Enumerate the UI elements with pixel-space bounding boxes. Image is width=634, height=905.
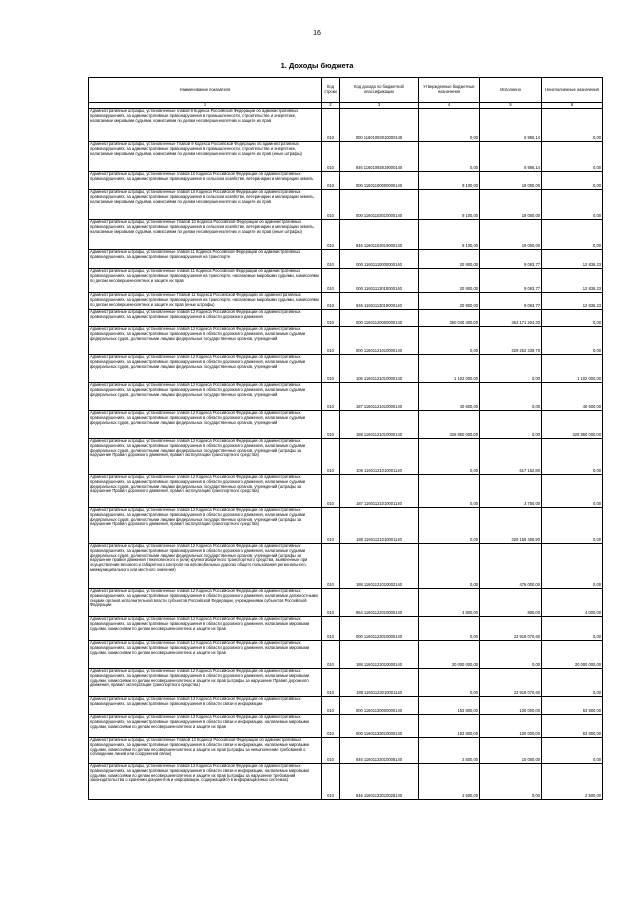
column-number: 1 [89, 103, 322, 109]
table-row [89, 589, 603, 617]
table-row [89, 697, 603, 715]
row-executed-amount: 800,00 [480, 589, 542, 617]
row-line-code: 010 [322, 697, 340, 715]
row-line-code: 010 [322, 310, 340, 327]
row-executed-amount: 0,00 [480, 383, 542, 411]
table-row [89, 293, 603, 310]
table-row [89, 142, 603, 172]
column-number: 3 [340, 103, 419, 109]
table-row [89, 641, 603, 669]
row-executed-amount: 19 000,00 [480, 220, 542, 250]
row-indicator-name: Административные штрафы, установленные Главой 10 Кодекса Российской Федерации об административных правонарушениях, за административные правонарушения в сельском хозяйстве, ветеринарии и мелиорации земель, налагаемые мировыми судьями, комиссиями по делам несовершеннолетних и защите их прав (иные штрафы) [89, 220, 322, 250]
row-executed-amount: 10 000,00 [480, 738, 542, 764]
row-executed-amount: 8 063,77 [480, 250, 542, 269]
column-number: 5 [480, 103, 542, 109]
row-unexecuted-amount: 53 800,00 [542, 715, 603, 738]
row-approved-amount: 20 900,00 [419, 269, 480, 293]
row-unexecuted-amount: 0,00 [542, 220, 603, 250]
row-indicator-name: Административные штрафы, установленные главой 10 Кодекса Российской Федерации об административных правонарушениях, за административные правонарушения в сельском хозяйстве, ветеринарии и мелиорации земель, налагаемые мировыми судьями, комиссиями по делам несовершеннолетних и защите их прав [89, 190, 322, 220]
table-row [89, 269, 603, 293]
row-unexecuted-amount: 0,00 [542, 109, 603, 142]
row-line-code: 010 [322, 411, 340, 439]
row-executed-amount: 100 000,00 [480, 697, 542, 715]
row-unexecuted-amount: 0,00 [542, 738, 603, 764]
row-revenue-code: 846 11601093019000140 [340, 142, 419, 172]
row-indicator-name: Административные штрафы, установленные главой 12 Кодекса Российской Федерации об административных правонарушениях, за административные правонарушения в области дорожного движения, налагаемые судьями федеральных судов, должностными лицами федеральных государственных органов, учреждений [89, 411, 322, 439]
row-executed-amount: 8 063,77 [480, 269, 542, 293]
row-revenue-code: 188 11601121010002140 [340, 544, 419, 589]
row-unexecuted-amount: 12 836,23 [542, 250, 603, 269]
header-revenue-code: Код дохода по бюджетной классификации [340, 78, 419, 103]
table-row [89, 383, 603, 411]
table-row [89, 715, 603, 738]
header-executed: Исполнено [480, 78, 542, 103]
row-unexecuted-amount: 4 000,00 [542, 589, 603, 617]
table-row [89, 109, 603, 142]
row-indicator-name: Административные штрафы, установленные главой 12 Кодекса Российской Федерации об административных правонарушениях, за административные правонарушения в области дорожного движения, налагаемые судьями федеральных судов, должностными лицами федеральных государственных органов, учреждений [89, 383, 322, 411]
budget-revenue-table [88, 77, 603, 800]
row-approved-amount: 9 100,00 [419, 220, 480, 250]
row-revenue-code: 000 11601110000000140 [340, 250, 419, 269]
row-line-code: 010 [322, 293, 340, 310]
table-row [89, 617, 603, 641]
row-indicator-name: Административные штрафы, установленные главой 12 Кодекса Российской Федерации об административных правонарушениях, за административные правонарушения в области дорожного движения, налагаемые мировыми судьями, комиссиями по делам несовершеннолетних и защите их прав [89, 641, 322, 669]
row-approved-amount: 20 000 000,00 [419, 641, 480, 669]
row-indicator-name: Административные штрафы, установленные главой 13 Кодекса Российской Федерации об административных правонарушениях, за административные правонарушения в области связи и информации, налагаемые мировыми судьями, комиссиями по делам несовершеннолетних и защите их прав (штрафы за нарушение требований законодательства о хранении документов и информации, содержащейся в информационных системах) [89, 764, 322, 800]
row-executed-amount: 23 918 070,60 [480, 617, 542, 641]
header-indicator-name: Наименование показателя [89, 78, 322, 103]
row-revenue-code: 000 11601123010000140 [340, 617, 419, 641]
row-indicator-name: Административные штрафы, установленные главой 12 Кодекса Российской Федерации об административных правонарушениях, за административные правонарушения в области дорожного движения, налагаемые судьями федеральных судов, должностными лицами федеральных государственных органов, учреждений (штрафы за нарушение Правил дорожного движения, правил эксплуатации транспортного средства) [89, 439, 322, 475]
row-approved-amount: 9 100,00 [419, 190, 480, 220]
table-row [89, 327, 603, 355]
row-indicator-name: Административные штрафы, установленные главой 11 Кодекса Российской Федерации об административных правонарушениях, за административные правонарушения на транспорте, налагаемые мировыми судьями, комиссиями по делам несовершеннолетних и защите их прав [89, 269, 322, 293]
row-unexecuted-amount: 2 500,00 [542, 764, 603, 800]
row-revenue-code: 188 11601123010000140 [340, 641, 419, 669]
row-revenue-code: 000 11601121010000140 [340, 327, 419, 355]
row-line-code: 010 [322, 269, 340, 293]
row-approved-amount: 0,00 [419, 439, 480, 475]
row-unexecuted-amount: 0,00 [542, 669, 603, 697]
row-indicator-name: Административные штрафы, установленные главой 12 Кодекса Российской Федерации об административных правонарушениях, за административные правонарушения в области дорожного движения, налагаемые судьями федеральных судов, должностными лицами федеральных государственных органов, учреждений [89, 327, 322, 355]
row-revenue-code: 106 11601121010000140 [340, 355, 419, 383]
row-approved-amount: 328 850 000,00 [419, 411, 480, 439]
table-row [89, 220, 603, 250]
row-line-code: 010 [322, 220, 340, 250]
row-executed-amount: 23 918 070,60 [480, 669, 542, 697]
row-revenue-code: 000 11601093010000140 [340, 109, 419, 142]
row-executed-amount: 3 750,00 [480, 475, 542, 508]
column-number: 6 [542, 103, 603, 109]
row-executed-amount: 6 956,14 [480, 109, 542, 142]
row-line-code: 010 [322, 250, 340, 269]
row-approved-amount: 20 900,00 [419, 250, 480, 269]
row-revenue-code: 846 11601133010008140 [340, 738, 419, 764]
row-line-code: 010 [322, 764, 340, 800]
row-executed-amount: 617 182,80 [480, 439, 542, 475]
row-unexecuted-amount: 20 000 000,00 [542, 641, 603, 669]
row-revenue-code: 000 11601120000000140 [340, 310, 419, 327]
table-row [89, 475, 603, 508]
row-line-code: 010 [322, 383, 340, 411]
row-approved-amount: 9 100,00 [419, 172, 480, 190]
row-unexecuted-amount: 12 836,23 [542, 293, 603, 310]
table-row [89, 439, 603, 475]
row-indicator-name: Административные штрафы, установленные главой 12 Кодекса Российской Федерации об административных правонарушениях, за административные правонарушения в области дорожного движения, налагаемые мировыми судьями, комиссиями по делам несовершеннолетних и защите их прав [89, 617, 322, 641]
row-executed-amount: 19 000,00 [480, 172, 542, 190]
row-revenue-code: 000 11601130000000140 [340, 697, 419, 715]
row-indicator-name: Административные штрафы, установленные Главой 11 Кодекса Российской Федерации об административных правонарушениях, за административные правонарушения на транспорте, налагаемые мировыми судьями, комиссиями по делам несовершеннолетних и защите их прав (иные штрафы) [89, 293, 322, 310]
row-revenue-code: 188 11601123010001140 [340, 669, 419, 697]
header-unexecuted: Неисполненные назначения [542, 78, 603, 103]
row-unexecuted-amount: 12 836,23 [542, 269, 603, 293]
table-row [89, 508, 603, 544]
row-approved-amount: 40 600,00 [419, 383, 480, 411]
row-unexecuted-amount: 0,00 [542, 172, 603, 190]
row-unexecuted-amount: 0,00 [542, 327, 603, 355]
row-unexecuted-amount: 0,00 [542, 190, 603, 220]
row-unexecuted-amount: 328 850 000,00 [542, 411, 603, 439]
row-approved-amount: 2 500,00 [419, 738, 480, 764]
row-line-code: 010 [322, 327, 340, 355]
row-executed-amount: 0,00 [480, 355, 542, 383]
row-line-code: 010 [322, 641, 340, 669]
table-row [89, 355, 603, 383]
row-executed-amount: 0,00 [480, 764, 542, 800]
row-unexecuted-amount: 0,00 [542, 508, 603, 544]
row-line-code: 010 [322, 190, 340, 220]
page-number: 16 [313, 30, 321, 37]
row-line-code: 010 [322, 109, 340, 142]
row-indicator-name: Административные штрафы, установленные главой 10 Кодекса Российской Федерации об административных правонарушениях, за административные правонарушения в сельском хозяйстве, ветеринарии и мелиорации земель [89, 172, 322, 190]
row-indicator-name: Административные штрафы, установленные главой 12 Кодекса Российской Федерации об административных правонарушениях, за административные правонарушения в области дорожного движения, налагаемые судьями федеральных судов, должностными лицами федеральных государственных органов, учреждений (штрафы за нарушение правил движения тяжеловесного и (или) крупногабаритного транспортного средства, выявленные при осуществлении весового и габаритного контроля на автомобильных дорогах общего пользования регионального, межмуниципального или местного значения) [89, 544, 322, 589]
row-indicator-name: Административные штрафы, установленные главой 12 Кодекса Российской Федерации об административных правонарушениях, за административные правонарушения в области дорожного движения [89, 310, 322, 327]
row-executed-amount: 0,00 [480, 411, 542, 439]
row-indicator-name: Административные штрафы, установленные главой 13 Кодекса Российской Федерации об административных правонарушениях, за административные правонарушения в области связи и информации, налагаемые мировыми судьями, комиссиями по делам несовершеннолетних и защите их прав [89, 715, 322, 738]
row-unexecuted-amount: 0,00 [542, 617, 603, 641]
row-approved-amount: 0,00 [419, 109, 480, 142]
row-executed-amount: 100 000,00 [480, 715, 542, 738]
row-revenue-code: 187 11601121010000140 [340, 383, 419, 411]
row-unexecuted-amount: 40 600,00 [542, 383, 603, 411]
row-unexecuted-amount: 1 102 000,00 [542, 355, 603, 383]
row-line-code: 010 [322, 475, 340, 508]
row-unexecuted-amount: 0,00 [542, 310, 603, 327]
row-executed-amount: 0,00 [480, 641, 542, 669]
row-approved-amount: 0,00 [419, 669, 480, 697]
table-row [89, 172, 603, 190]
column-number: 2 [322, 103, 340, 109]
row-revenue-code: 188 11601121010001140 [340, 508, 419, 544]
row-unexecuted-amount: 0,00 [542, 439, 603, 475]
row-approved-amount: 2 500,00 [419, 764, 480, 800]
row-revenue-code: 846 11601103019000140 [340, 220, 419, 250]
row-approved-amount: 1 102 000,00 [419, 355, 480, 383]
table-row [89, 544, 603, 589]
row-indicator-name: Административные штрафы, установленные главой 12 Кодекса Российской Федерации об административных правонарушениях, за административные правонарушения в области дорожного движения, налагаемые судьями федеральных судов, должностными лицами федеральных государственных органов, учреждений (штрафы за нарушение Правил дорожного движения, правил эксплуатации транспортного средства) [89, 508, 322, 544]
row-indicator-name: Административные штрафы, установленные Главой 9 Кодекса Российской Федерации об административных правонарушениях, за административные правонарушения в промышленности, строительстве и энергетике, налагаемые мировыми судьями, комиссиями по делам несовершеннолетних и защите их прав (иные штрафы) [89, 142, 322, 172]
row-approved-amount: 20 900,00 [419, 293, 480, 310]
table-row [89, 738, 603, 764]
row-revenue-code: 846 11601133010028140 [340, 764, 419, 800]
row-approved-amount: 0,00 [419, 508, 480, 544]
row-revenue-code: 864 11601122010000140 [340, 589, 419, 617]
row-executed-amount: 329 252 339,70 [480, 327, 542, 355]
row-line-code: 010 [322, 544, 340, 589]
row-line-code: 010 [322, 617, 340, 641]
row-indicator-name: Административные штрафы, установленные главой 12 Кодекса Российской Федерации об административных правонарушениях, за административные правонарушения в области дорожного движения, налагаемые судьями федеральных судов, должностными лицами федеральных государственных органов, учреждений [89, 355, 322, 383]
table-row [89, 250, 603, 269]
row-indicator-name: Административные штрафы, установленные главой 12 Кодекса Российской Федерации об административных правонарушениях, за административные правонарушения в области дорожного движения, налагаемые должностными лицами органов исполнительной власти субъектов Российской Федерации, учреждениями субъектов Российской Федерации [89, 589, 322, 617]
row-approved-amount: 0,00 [419, 544, 480, 589]
row-revenue-code: 106 11601121010001140 [340, 439, 419, 475]
row-line-code: 010 [322, 508, 340, 544]
row-executed-amount: 8 063,77 [480, 293, 542, 310]
table-row [89, 190, 603, 220]
row-executed-amount: 328 155 406,90 [480, 508, 542, 544]
row-indicator-name: Административные штрафы, установленные главой 9 Кодекса Российской Федерации об административных правонарушениях, за административные правонарушения в промышленности, строительстве и энергетике, налагаемые мировыми судьями, комиссиями по делам несовершеннолетних и защите их прав [89, 109, 322, 142]
row-revenue-code: 000 11601100000000140 [340, 172, 419, 190]
row-revenue-code: 188 11601121010000140 [340, 411, 419, 439]
row-revenue-code: 000 11601103010000140 [340, 190, 419, 220]
row-approved-amount: 153 800,00 [419, 715, 480, 738]
table-row [89, 310, 603, 327]
row-line-code: 010 [322, 439, 340, 475]
row-line-code: 010 [322, 355, 340, 383]
header-approved: Утвержденные бюджетные назначения [419, 78, 480, 103]
row-line-code: 010 [322, 715, 340, 738]
row-unexecuted-amount: 0,00 [542, 142, 603, 172]
row-unexecuted-amount: 0,00 [542, 544, 603, 589]
row-executed-amount: 476 000,00 [480, 544, 542, 589]
column-number: 4 [419, 103, 480, 109]
row-indicator-name: Административные штрафы, установленные Главой 13 Кодекса Российской Федерации об административных правонарушениях, за административные правонарушения в области связи и информации, налагаемые мировыми судьями, комиссиями по делам несовершеннолетних и защите их прав (штрафы за невыполнение требований о соблюдении линий или сооружений связи) [89, 738, 322, 764]
row-revenue-code: 000 11601113010000140 [340, 269, 419, 293]
row-line-code: 010 [322, 142, 340, 172]
row-indicator-name: Административные штрафы, установленные главой 12 Кодекса Российской Федерации об административных правонарушениях, за административные правонарушения в области дорожного движения, налагаемые мировыми судьями, комиссиями по делам несовершеннолетних и защите их прав (штрафы за нарушение Правил дорожного движения, правил эксплуатации транспортного средства) [89, 669, 322, 697]
row-unexecuted-amount: 53 800,00 [542, 697, 603, 715]
row-indicator-name: Административные штрафы, установленные главой 12 Кодекса Российской Федерации об административных правонарушениях, за административные правонарушения в области дорожного движения, налагаемые судьями федеральных судов, должностными лицами федеральных государственных органов, учреждений (штрафы за нарушение Правил дорожного движения, правил эксплуатации транспортного средства) [89, 475, 322, 508]
row-approved-amount: 0,00 [419, 142, 480, 172]
table-header-row [89, 78, 603, 103]
row-executed-amount: 353 171 204,30 [480, 310, 542, 327]
row-approved-amount: 350 040 400,00 [419, 310, 480, 327]
table-row [89, 411, 603, 439]
row-revenue-code: 000 11601133010000140 [340, 715, 419, 738]
row-approved-amount: 153 800,00 [419, 697, 480, 715]
row-executed-amount: 19 000,00 [480, 190, 542, 220]
row-approved-amount: 4 800,00 [419, 589, 480, 617]
row-line-code: 010 [322, 669, 340, 697]
row-line-code: 010 [322, 172, 340, 190]
table-row [89, 764, 603, 800]
row-line-code: 010 [322, 738, 340, 764]
row-revenue-code: 187 11601121010001140 [340, 475, 419, 508]
row-revenue-code: 846 11601113019000140 [340, 293, 419, 310]
row-approved-amount: 0,00 [419, 327, 480, 355]
header-line-code: Код строки [322, 78, 340, 103]
document-title: 1. Доходы бюджета [280, 61, 354, 70]
row-unexecuted-amount: 0,00 [542, 475, 603, 508]
row-indicator-name: Административные штрафы, установленные главой 13 Кодекса Российской Федерации об административных правонарушениях, за административные правонарушения в области связи и информации [89, 697, 322, 715]
row-executed-amount: 6 956,14 [480, 142, 542, 172]
row-line-code: 010 [322, 589, 340, 617]
row-approved-amount: 0,00 [419, 475, 480, 508]
row-approved-amount: 0,00 [419, 617, 480, 641]
table-row [89, 669, 603, 697]
row-indicator-name: Административные штрафы, установленные главой 11 Кодекса Российской Федерации об административных правонарушениях, за административные правонарушения на транспорте [89, 250, 322, 269]
